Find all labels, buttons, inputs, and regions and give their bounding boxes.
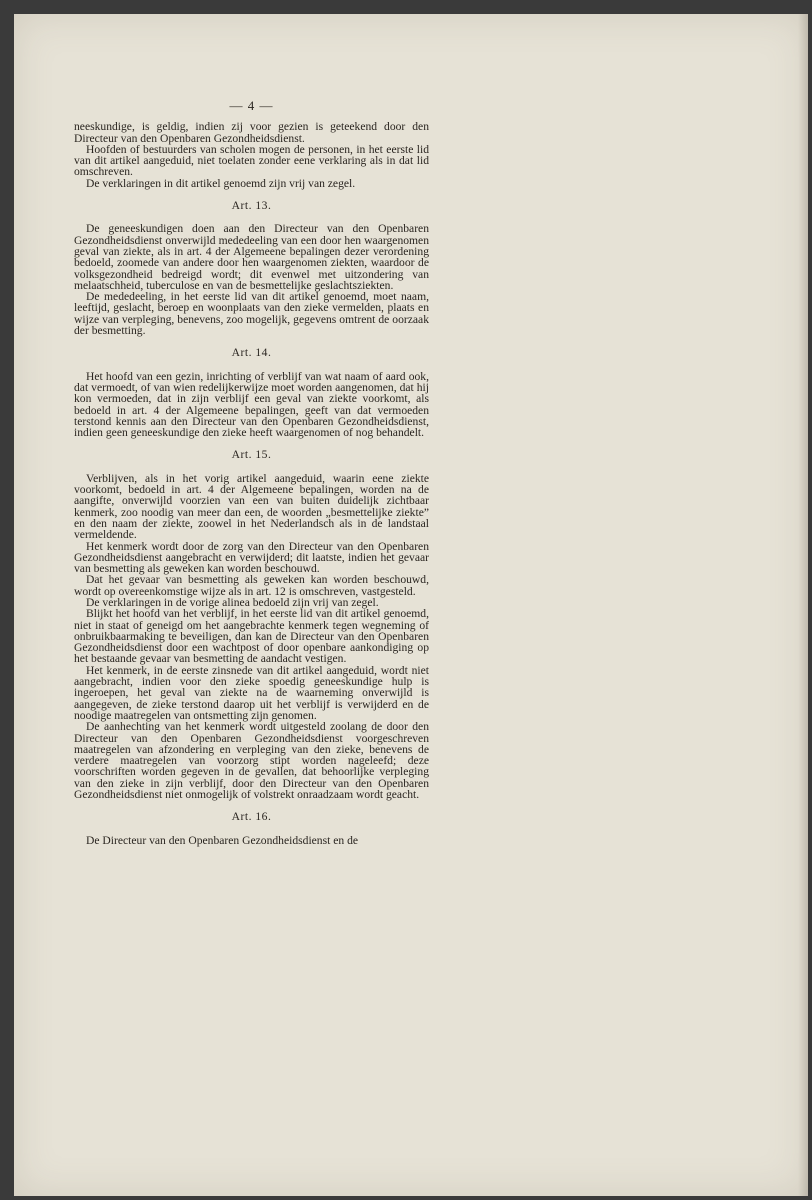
- page-number: — 4 —: [229, 98, 274, 113]
- paragraph: Dat het gevaar van besmetting als geweken kan worden beschouwd, wordt op overeenkomstige wijze als in art. 12 is omschreven, vastgesteld.: [74, 573, 429, 598]
- paragraph: De verklaringen in de vorige alinea bedoeld zijn vrij van zegel.: [86, 595, 379, 609]
- paragraph: De geneeskundigen doen aan den Directeur van den Openbaren Gezondheidsdienst onverwijld mededeeling van een door hen waargenomen geval van ziekte, als in art. 4 der Algemeene bepalingen dezer verordening bedoeld, zoomede van andere door hen waargenomen ziekten, waardoor de volksgezondheid bedreigd wordt; dit evenwel met uitzondering van melaatschheid, tuberculose en van de besmettelijke geslachtsziekten.: [74, 222, 429, 292]
- paragraph: De mededeeling, in het eerste lid van dit artikel genoemd, moet naam, leeftijd, geslacht, beroep en woonplaats van den zieke vermelden, plaats en wijze van verpleging, benevens, zoo mogelijk, gegevens omtrent de oorzaak der besmetting.: [74, 290, 429, 338]
- paragraph: De aanhechting van het kenmerk wordt uitgesteld zoolang de door den Directeur van den Openbaren Gezondheidsdienst voorgeschreven maatregelen van afzondering en verpleging van den zieke, benevens de verdere maatregelen van voorzorg stipt worden nageleefd; deze voorschriften worden gegeven in de gevallen, dat behoorlijke verpleging van den zieke in zijn verblijf, door den Directeur van den Openbaren Gezondheidsdienst niet onmogelijk of volstrekt onraadzaam wordt geacht.: [74, 720, 429, 802]
- document-body: [74, 121, 429, 846]
- document-page: [14, 14, 808, 1196]
- paragraph: Het kenmerk, in de eerste zinsnede van dit artikel aangeduid, wordt niet aangebracht, indien voor den zieke spoedig geneeskundige hulp is ingeroepen, het geval van ziekte na de waarneming onverwijld is aangegeven, de zieke terstond daarop uit het verblijf is verwijderd en de noodige maatregelen van ontsmetting zijn genomen.: [74, 663, 429, 722]
- article-heading: Art. 14.: [231, 346, 272, 360]
- paragraph: De Directeur van den Openbaren Gezondheidsdienst en de: [86, 833, 359, 847]
- article-heading: Art. 15.: [231, 448, 272, 462]
- paragraph: Het hoofd van een gezin, inrichting of verblijf van wat naam of aard ook, dat vermoedt, of van wien redelijkerwijze moet worden aangenomen, dat hij kon vermoeden, dat in zijn verblijf een geval van ziekte voorkomt, als bedoeld in art. 4 der Algemeene bepalingen, geeft van dat vermoeden terstond kennis aan den Directeur van den Openbaren Gezondheidsdienst, indien geen geneeskundige den zieke heeft waargenomen of nog behandelt.: [74, 369, 429, 440]
- text-column: [74, 100, 429, 846]
- paragraph: Blijkt het hoofd van het verblijf, in het eerste lid van dit artikel genoemd, niet in staat of geneigd om het aangebrachte kenmerk tegen wegneming of onbruikbaarmaking te beveiligen, dan kan de Directeur van den Openbaren Gezondheidsdienst door een wachtpost of door openbare aankondiging op het bestaande gevaar van besmetting de aandacht vestigen.: [74, 607, 429, 666]
- paragraph: De verklaringen in dit artikel genoemd zijn vrij van zegel.: [86, 176, 356, 190]
- paragraph: neeskundige, is geldig, indien zij voor gezien is geteekend door den Directeur van den Openbaren Gezondheidsdienst.: [74, 120, 429, 145]
- article-heading: Art. 13.: [231, 199, 272, 213]
- paragraph: Verblijven, als in het vorig artikel aangeduid, waarin eene ziekte voorkomt, bedoeld in art. 4 der Algemeene bepalingen, worden na de aangifte, onverwijld voorzien van een van buiten duidelijk zichtbaar kenmerk, zoo noodig van meer dan een, de woorden „besmettelijke ziekte” en den naam der ziekte, zoowel in het Nederlandsch als in de landstaal vermeldende.: [74, 471, 429, 542]
- article-heading: Art. 16.: [231, 810, 272, 824]
- paragraph: Het kenmerk wordt door de zorg van den Directeur van den Openbaren Gezondheidsdienst aangebracht en verwijderd; dit laatste, indien het gevaar van besmetting als geweken kan worden beschouwd.: [74, 539, 429, 576]
- paragraph: Hoofden of bestuurders van scholen mogen de personen, in het eerste lid van dit artikel aangeduid, niet toelaten zonder eene verklaring als in dat lid omschreven.: [74, 142, 429, 179]
